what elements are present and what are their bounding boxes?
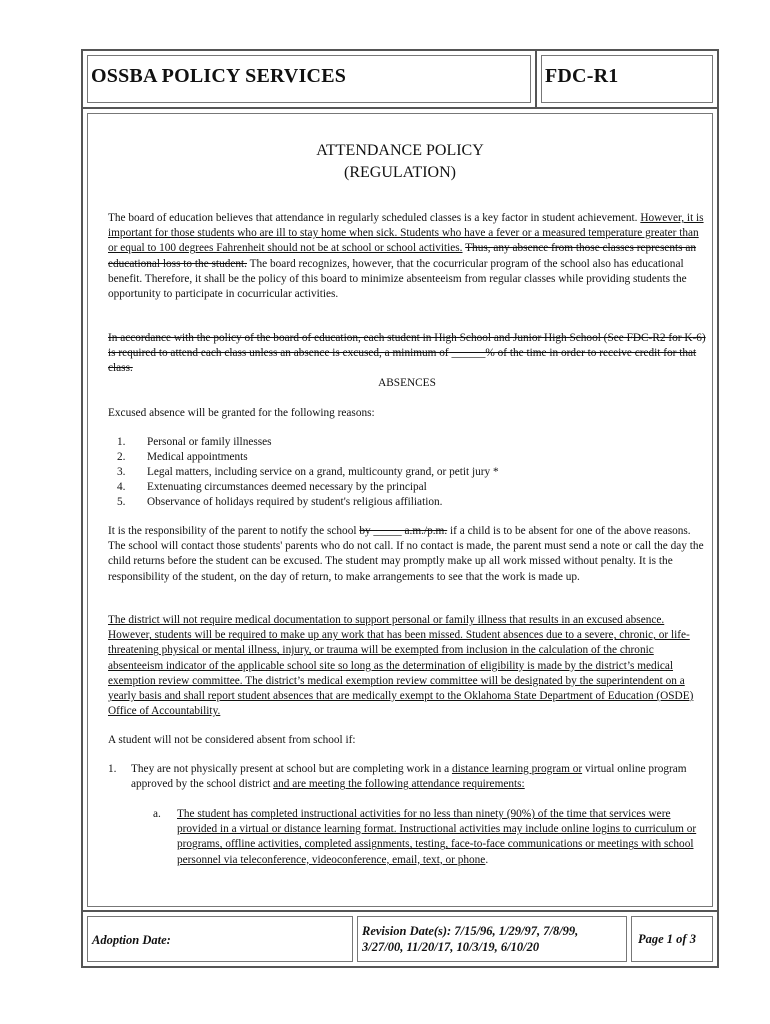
struck-time-blank: by _____ a.m./p.m. [359, 525, 448, 537]
footer-box [81, 910, 719, 968]
notification-paragraph [108, 524, 706, 585]
excused-intro: Excused absence will be granted for the following reasons: [108, 407, 375, 419]
page-number-cell [631, 916, 713, 962]
adoption-date-label: Adoption Date: [92, 933, 171, 947]
revision-cell [357, 916, 627, 962]
condition-item-1 [131, 762, 706, 792]
not-absent-intro: A student will not be considered absent from school if: [108, 734, 356, 746]
document-title: ATTENDANCE POLICY [316, 142, 484, 159]
illness-amendment: However, it is important for those students who are ill to stay home when sick. Students who have a fever or a measured temperature greater than or equal to 100 degrees Fahrenheit should not be at school or school activities. [108, 212, 704, 255]
adoption-cell [87, 916, 353, 962]
condition-text: They are not physically present at school but are completing work in a [131, 763, 452, 775]
subitem-a [177, 807, 705, 868]
policy-code: FDC-R1 [545, 65, 619, 87]
struck-sentence: Thus, any absence from those classes represents an educational loss to the student. [108, 242, 697, 270]
reason-number: 4. [117, 481, 126, 493]
document-subtitle: (REGULATION) [344, 164, 456, 181]
header-org: OSSBA POLICY SERVICES [91, 65, 347, 87]
page-number: Page 1 of 3 [638, 932, 696, 946]
intro-sentence: The board of education believes that attendance in regularly scheduled classes is a key factor in student achievement. [108, 212, 638, 224]
condition-number: 1. [108, 763, 117, 775]
revision-dates-line2: 3/27/00, 11/20/17, 10/3/19, 6/10/20 [362, 940, 540, 954]
reason-number: 1. [117, 436, 126, 448]
distance-learning-text: distance learning program or [451, 763, 583, 775]
notify-text: It is the responsibility of the parent to notify the school [108, 525, 360, 537]
struck-credit-paragraph: In accordance with the policy of the board of education, each student in High School and Junior High School (See FDC-R2 for K-6) is required to attend each class unless an absence is excused, a minimum of ______% of the time in order to receive credit for that class. [108, 332, 706, 375]
reason-text: Personal or family illnesses [147, 436, 272, 448]
absences-heading: ABSENCES [378, 377, 436, 389]
revision-dates-line1: Revision Date(s): 7/15/96, 1/29/97, 7/8/99, [362, 924, 579, 938]
attendance-requirements-text: and are meeting the following attendance requirements: [273, 778, 525, 791]
condition-text-cont: virtual online program approved by the school district [131, 763, 687, 791]
reason-text: Legal matters, including service on a grand, multicounty grand, or petit jury * [147, 466, 499, 478]
subitem-letter: a. [153, 808, 161, 820]
reason-text: Medical appointments [147, 451, 248, 463]
cocurricular-text: The board recognizes, however, that the cocurricular program of the school also has educational benefit. Therefore, it shall be the policy of this board to minimize absenteeism from regular classes while providing students the opportunity to participate in cocurricular activities. [108, 257, 687, 301]
reason-number: 2. [117, 451, 126, 463]
header-org-box [81, 49, 537, 109]
header-code-box [535, 49, 719, 109]
reason-text: Observance of holidays required by student's religious affiliation. [147, 496, 443, 508]
reason-number: 3. [117, 466, 126, 478]
subitem-a-end: . [485, 853, 489, 866]
subitem-a-text: The student has completed instructional activities for no less than ninety (90%) of the time that services were provided in a virtual or distance learning format. Instructional activities may include online logins to curriculum or programs, offline activities, completed assignments, testing, face-to-face communications or meetings with school personnel via teleconference, videoconference, email, text, or phone [177, 808, 697, 866]
notify-text-cont: if a child is to be absent for one of the above reasons. The school will contact those students' parents who do not call. If no contact is made, the parent must send a note or call the day the child returns before the student can be excused. The student may promptly make up all work missed without penalty. It is the responsibility of the student, on the day of return, to make arrangements to see that the work is made up. [108, 525, 704, 583]
medical-documentation-paragraph: The district will not require medical documentation to support personal or family illness that results in an excused absence. However, students will be required to make up any work that has been missed. Student absences due to a severe, chronic, or life-threatening physical or mental illness, injury, or trauma will be exempted from inclusion in the calculation of the chronic absenteeism indicator of the applicable school site so long as the determination of eligibility is made by the district’s medical exemption review committee. The district’s medical exemption review committee will be designated by the superintendent on a yearly basis and shall report student absences that are medically exempt to the Oklahoma State Department of Education (OSDE) Office of Accountability. [108, 614, 694, 718]
intro-paragraph [108, 211, 706, 302]
reason-text: Extenuating circumstances deemed necessary by the principal [147, 481, 427, 493]
reason-number: 5. [117, 496, 126, 508]
